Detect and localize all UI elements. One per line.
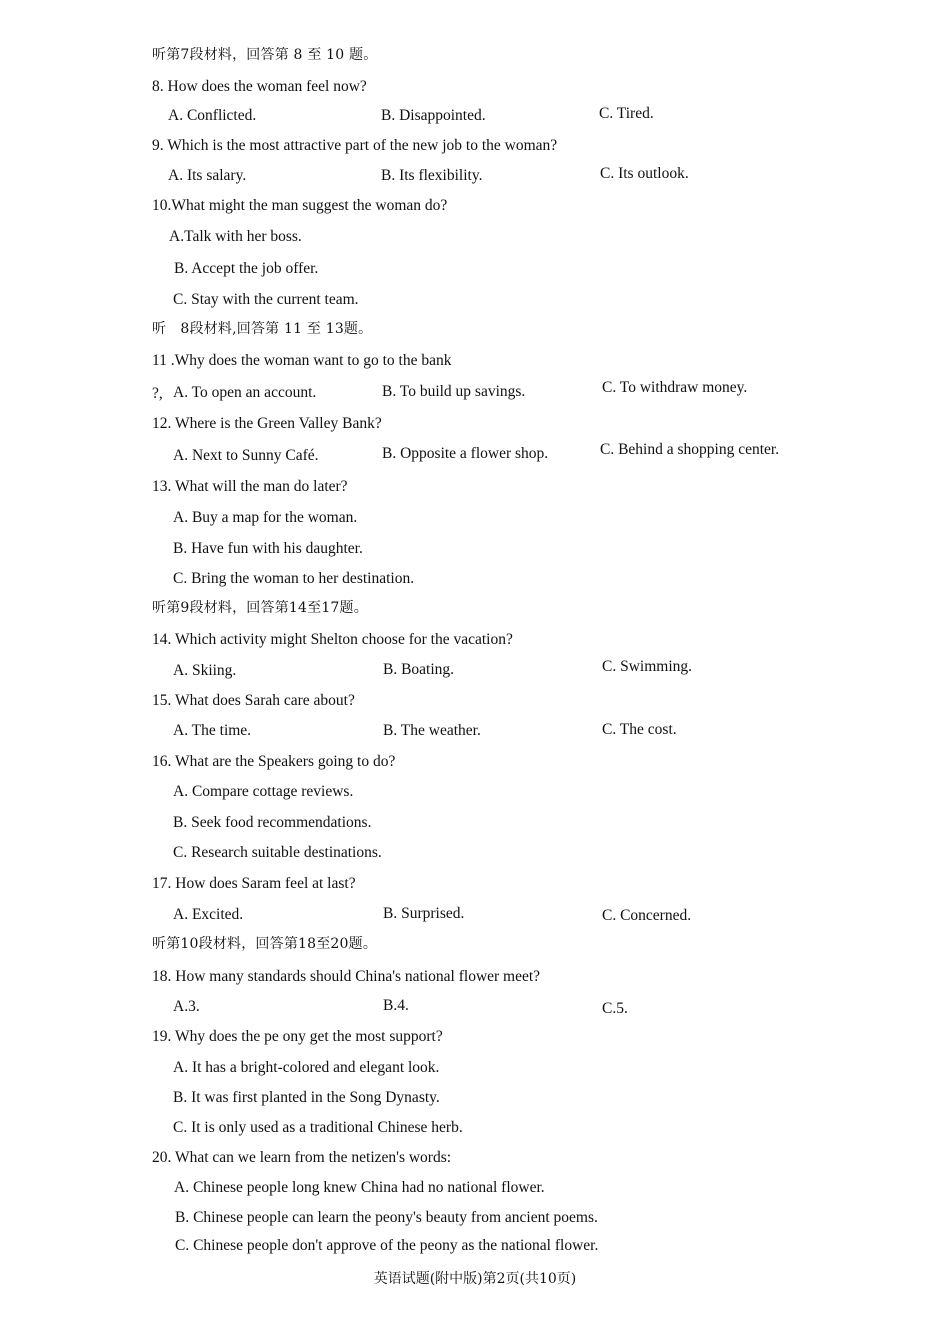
question-18-stem: 18. How many standards should China's national flower meet? — [152, 968, 541, 985]
question-9-option-a: A. Its salary. — [168, 167, 247, 184]
question-16-option-a: A. Compare cottage reviews. — [173, 783, 354, 800]
question-8-option-b: B. Disappointed. — [381, 107, 486, 124]
question-16-option-c: C. Research suitable destinations. — [173, 844, 382, 861]
question-14-stem: 14. Which activity might Shelton choose for the vacation? — [152, 631, 513, 648]
question-19-stem: 19. Why does the pe ony get the most support? — [152, 1028, 443, 1045]
question-12-stem: 12. Where is the Green Valley Bank? — [152, 415, 382, 432]
question-15-option-c: C. The cost. — [602, 721, 677, 738]
question-9-stem: 9. Which is the most attractive part of the new job to the woman? — [152, 137, 558, 154]
question-13-option-b: B. Have fun with his daughter. — [173, 540, 363, 557]
question-8-stem: 8. How does the woman feel now? — [152, 78, 367, 95]
section-heading-9: 听第9段材料，回答第14至17题。 — [152, 600, 368, 616]
question-11-option-a: A. To open an account. — [173, 384, 317, 401]
question-12-option-b: B. Opposite a flower shop. — [382, 445, 549, 462]
question-14-option-c: C. Swimming. — [602, 658, 693, 675]
question-20-stem: 20. What can we learn from the netizen's words: — [152, 1149, 452, 1166]
question-8-option-a: A. Conflicted. — [168, 107, 257, 124]
question-11-option-b: B. To build up savings. — [382, 383, 526, 400]
question-18-option-a: A.3. — [173, 998, 200, 1015]
question-20-option-c: C. Chinese people don't approve of the peony as the national flower. — [175, 1237, 599, 1254]
question-19-option-b: B. It was first planted in the Song Dynasty. — [173, 1089, 440, 1106]
question-10-option-a: A.Talk with her boss. — [169, 228, 302, 245]
section-heading-8: 听 8段材料,回答第 11 至 13题。 — [152, 321, 373, 337]
section-heading-10: 听第10段材料，回答第18至20题。 — [152, 936, 378, 952]
question-10-option-b: B. Accept the job offer. — [174, 260, 319, 277]
question-17-option-a: A. Excited. — [173, 906, 244, 923]
question-14-option-b: B. Boating. — [383, 661, 455, 678]
question-10-option-c: C. Stay with the current team. — [173, 291, 359, 308]
question-15-option-a: A. The time. — [173, 722, 252, 739]
question-14-option-a: A. Skiing. — [173, 662, 237, 679]
question-15-option-b: B. The weather. — [383, 722, 481, 739]
question-18-option-c: C.5. — [602, 1000, 628, 1017]
question-13-option-a: A. Buy a map for the woman. — [173, 509, 358, 526]
question-11-option-c: C. To withdraw money. — [602, 379, 748, 396]
question-17-stem: 17. How does Saram feel at last? — [152, 875, 356, 892]
question-9-option-c: C. Its outlook. — [600, 165, 689, 182]
question-11-stem: 11 .Why does the woman want to go to the bank — [152, 352, 452, 369]
question-15-stem: 15. What does Sarah care about? — [152, 692, 355, 709]
question-18-option-b: B.4. — [383, 997, 409, 1014]
question-12-option-c: C. Behind a shopping center. — [600, 441, 780, 458]
question-17-option-b: B. Surprised. — [383, 905, 465, 922]
question-11-stray-mark: ?, — [152, 385, 163, 402]
question-10-stem: 10.What might the man suggest the woman do? — [152, 197, 448, 214]
question-20-option-b: B. Chinese people can learn the peony's beauty from ancient poems. — [175, 1209, 598, 1226]
question-8-option-c: C. Tired. — [599, 105, 654, 122]
question-19-option-a: A. It has a bright-colored and elegant look. — [173, 1059, 440, 1076]
question-16-option-b: B. Seek food recommendations. — [173, 814, 372, 831]
page-footer: 英语试题(附中版)第2页(共10页) — [373, 1271, 577, 1287]
section-heading-7: 听第7段材料，回答第 8 至 10 题。 — [152, 47, 378, 63]
question-9-option-b: B. Its flexibility. — [381, 167, 483, 184]
question-19-option-c: C. It is only used as a traditional Chinese herb. — [173, 1119, 463, 1136]
question-20-option-a: A. Chinese people long knew China had no national flower. — [174, 1179, 545, 1196]
question-17-option-c: C. Concerned. — [602, 907, 692, 924]
question-13-stem: 13. What will the man do later? — [152, 478, 348, 495]
question-12-option-a: A. Next to Sunny Café. — [173, 447, 319, 464]
question-16-stem: 16. What are the Speakers going to do? — [152, 753, 396, 770]
question-13-option-c: C. Bring the woman to her destination. — [173, 570, 415, 587]
